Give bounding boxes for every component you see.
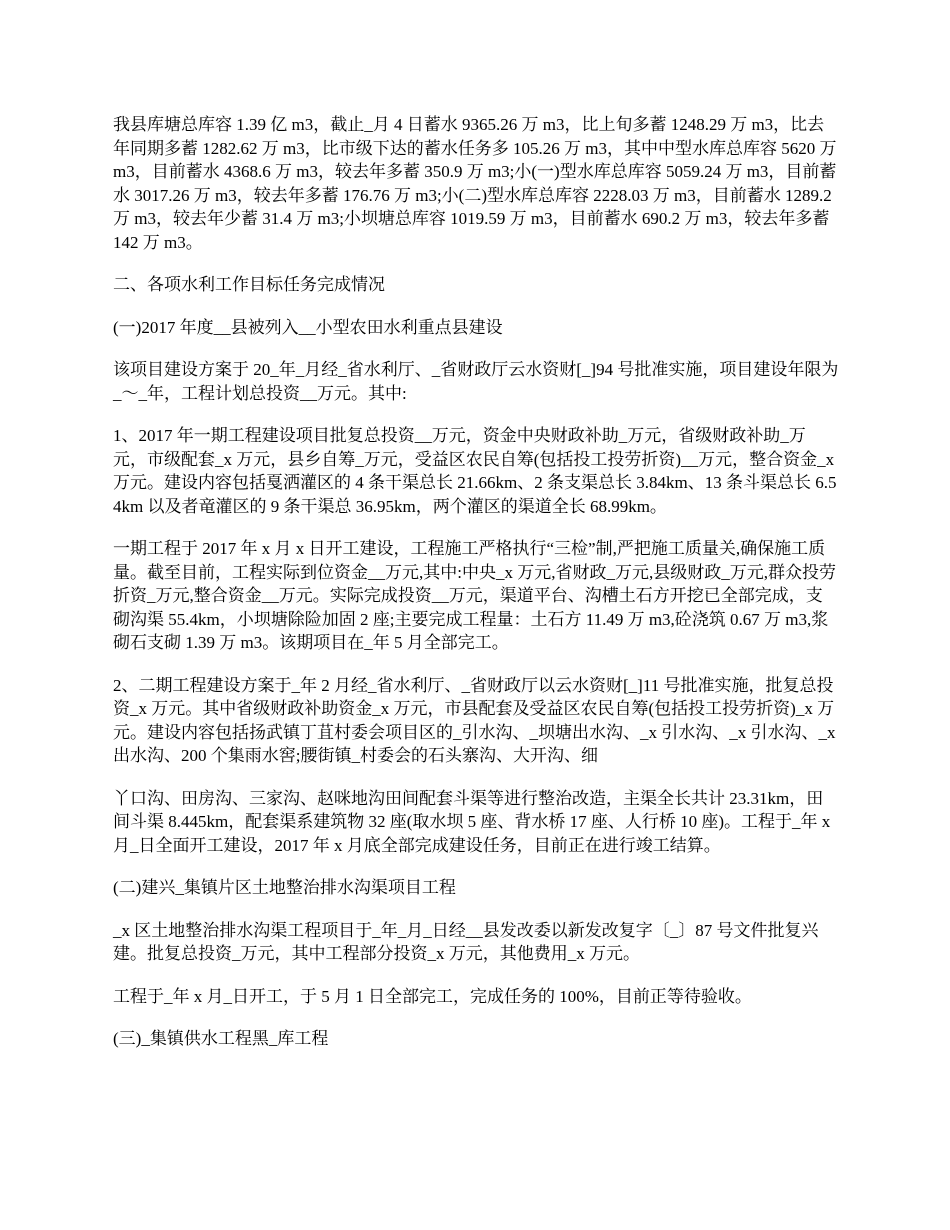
section-heading-2: 二、各项水利工作目标任务完成情况: [113, 275, 385, 294]
paragraph-phase-two-plan: 2、二期工程建设方案于_年 2 月经_省水利厅、_省财政厅以云水资财[_]11 号批准实施，批复总投资_x 万元。其中省级财政补助资金_x 万元，市县配套及受益区农民自筹(包括投工投劳折资)_x 万元。建设内容包括扬武镇丁苴村委会项目区的_引水沟、_坝塘出水沟、_x 引水沟、_x 引水沟、_x 出水沟、200 个集雨水窖;腰街镇_村委会的石头寨沟、大开沟、细: [113, 675, 836, 765]
subsection-heading-2: (二)建兴_集镇片区土地整治排水沟渠项目工程: [113, 878, 456, 897]
paragraph-reservoir-storage: 我县库塘总库容 1.39 亿 m3，截止_月 4 日蓄水 9365.26 万 m3，比上旬多蓄 1248.29 万 m3，比去年同期多蓄 1282.62 万 m3，比市级下达的蓄水任务多 105.26 万 m3，其中中型水库总库容 5620 万 m3，目前蓄水 4368.6 万 m3，较去年多蓄 350.9 万 m3;小(一)型水库总库容 5059.24 万 m3，目前蓄水 3017.26 万 m3，较去年多蓄 176.76 万 m3;小(二)型水库总库容 2228.03 万 m3，目前蓄水 1289.2 万 m3，较去年少蓄 31.4 万 m3;小坝塘总库容 1019.59 万 m3，目前蓄水 690.2 万 m3，较去年多蓄 142 万 m3。: [113, 115, 837, 252]
paragraph-phase-one-progress: 一期工程于 2017 年 x 月 x 日开工建设，工程施工严格执行“三检”制,严把施工质量关,确保施工质量。截至目前，工程实际到位资金__万元,其中:中央_x 万元,省财政_万元,县级财政_万元,群众投劳折资_万元,整合资金__万元。实际完成投资__万元，渠道平台、沟槽土石方开挖已全部完成，支砌沟渠 55.4km，小坝塘除险加固 2 座;主要完成工程量：土石方 11.49 万 m3,砼浇筑 0.67 万 m3,浆砌石支砌 1.39 万 m3。该期项目在_年 5 月全部完工。: [113, 539, 836, 652]
paragraph-drainage-completion: 工程于_年 x 月_日开工，于 5 月 1 日全部完工，完成任务的 100%，目前正等待验收。: [113, 986, 752, 1006]
paragraph-project-approval: 该项目建设方案于 20_年_月经_省水利厅、_省财政厅云水资财[_]94 号批准实施，项目建设年限为_～_年，工程计划总投资__万元。其中:: [113, 360, 839, 403]
paragraph-drainage-approval: _x 区土地整治排水沟渠工程项目于_年_月_日经__县发改委以新发改复字〔_〕87 号文件批复兴建。批复总投资_万元，其中工程部分投资_x 万元，其他费用_x 万元。: [113, 920, 819, 963]
subsection-heading-3: (三)_集镇供水工程黑_库工程: [113, 1029, 329, 1048]
paragraph-phase-one-investment: 1、2017 年一期工程建设项目批复总投资__万元，资金中央财政补助_万元，省级财政补助_万元，市级配套_x 万元，县乡自筹_万元，受益区农民自筹(包括投工投劳折资)__万元，整合资金_x 万元。建设内容包括戛洒灌区的 4 条干渠总长 21.66km、2 条支渠总长 3.84km、13 条斗渠总长 6.54km 以及者竜灌区的 9 条干渠总 36.95km，两个灌区的渠道全长 68.99km。: [113, 426, 837, 516]
paragraph-phase-two-works: 丫口沟、田房沟、三家沟、赵咪地沟田间配套斗渠等进行整治改造，主渠全长共计 23.31km，田间斗渠 8.445km，配套渠系建筑物 32 座(取水坝 5 座、背水桥 17 座、人行桥 10 座)。工程于_年 x 月_日全面开工建设，2017 年 x 月底全部完成建设任务，目前正在进行竣工结算。: [113, 788, 831, 855]
subsection-heading-1: (一)2017 年度__县被列入__小型农田水利重点县建设: [113, 317, 503, 337]
document-body: [113, 113, 839, 1070]
